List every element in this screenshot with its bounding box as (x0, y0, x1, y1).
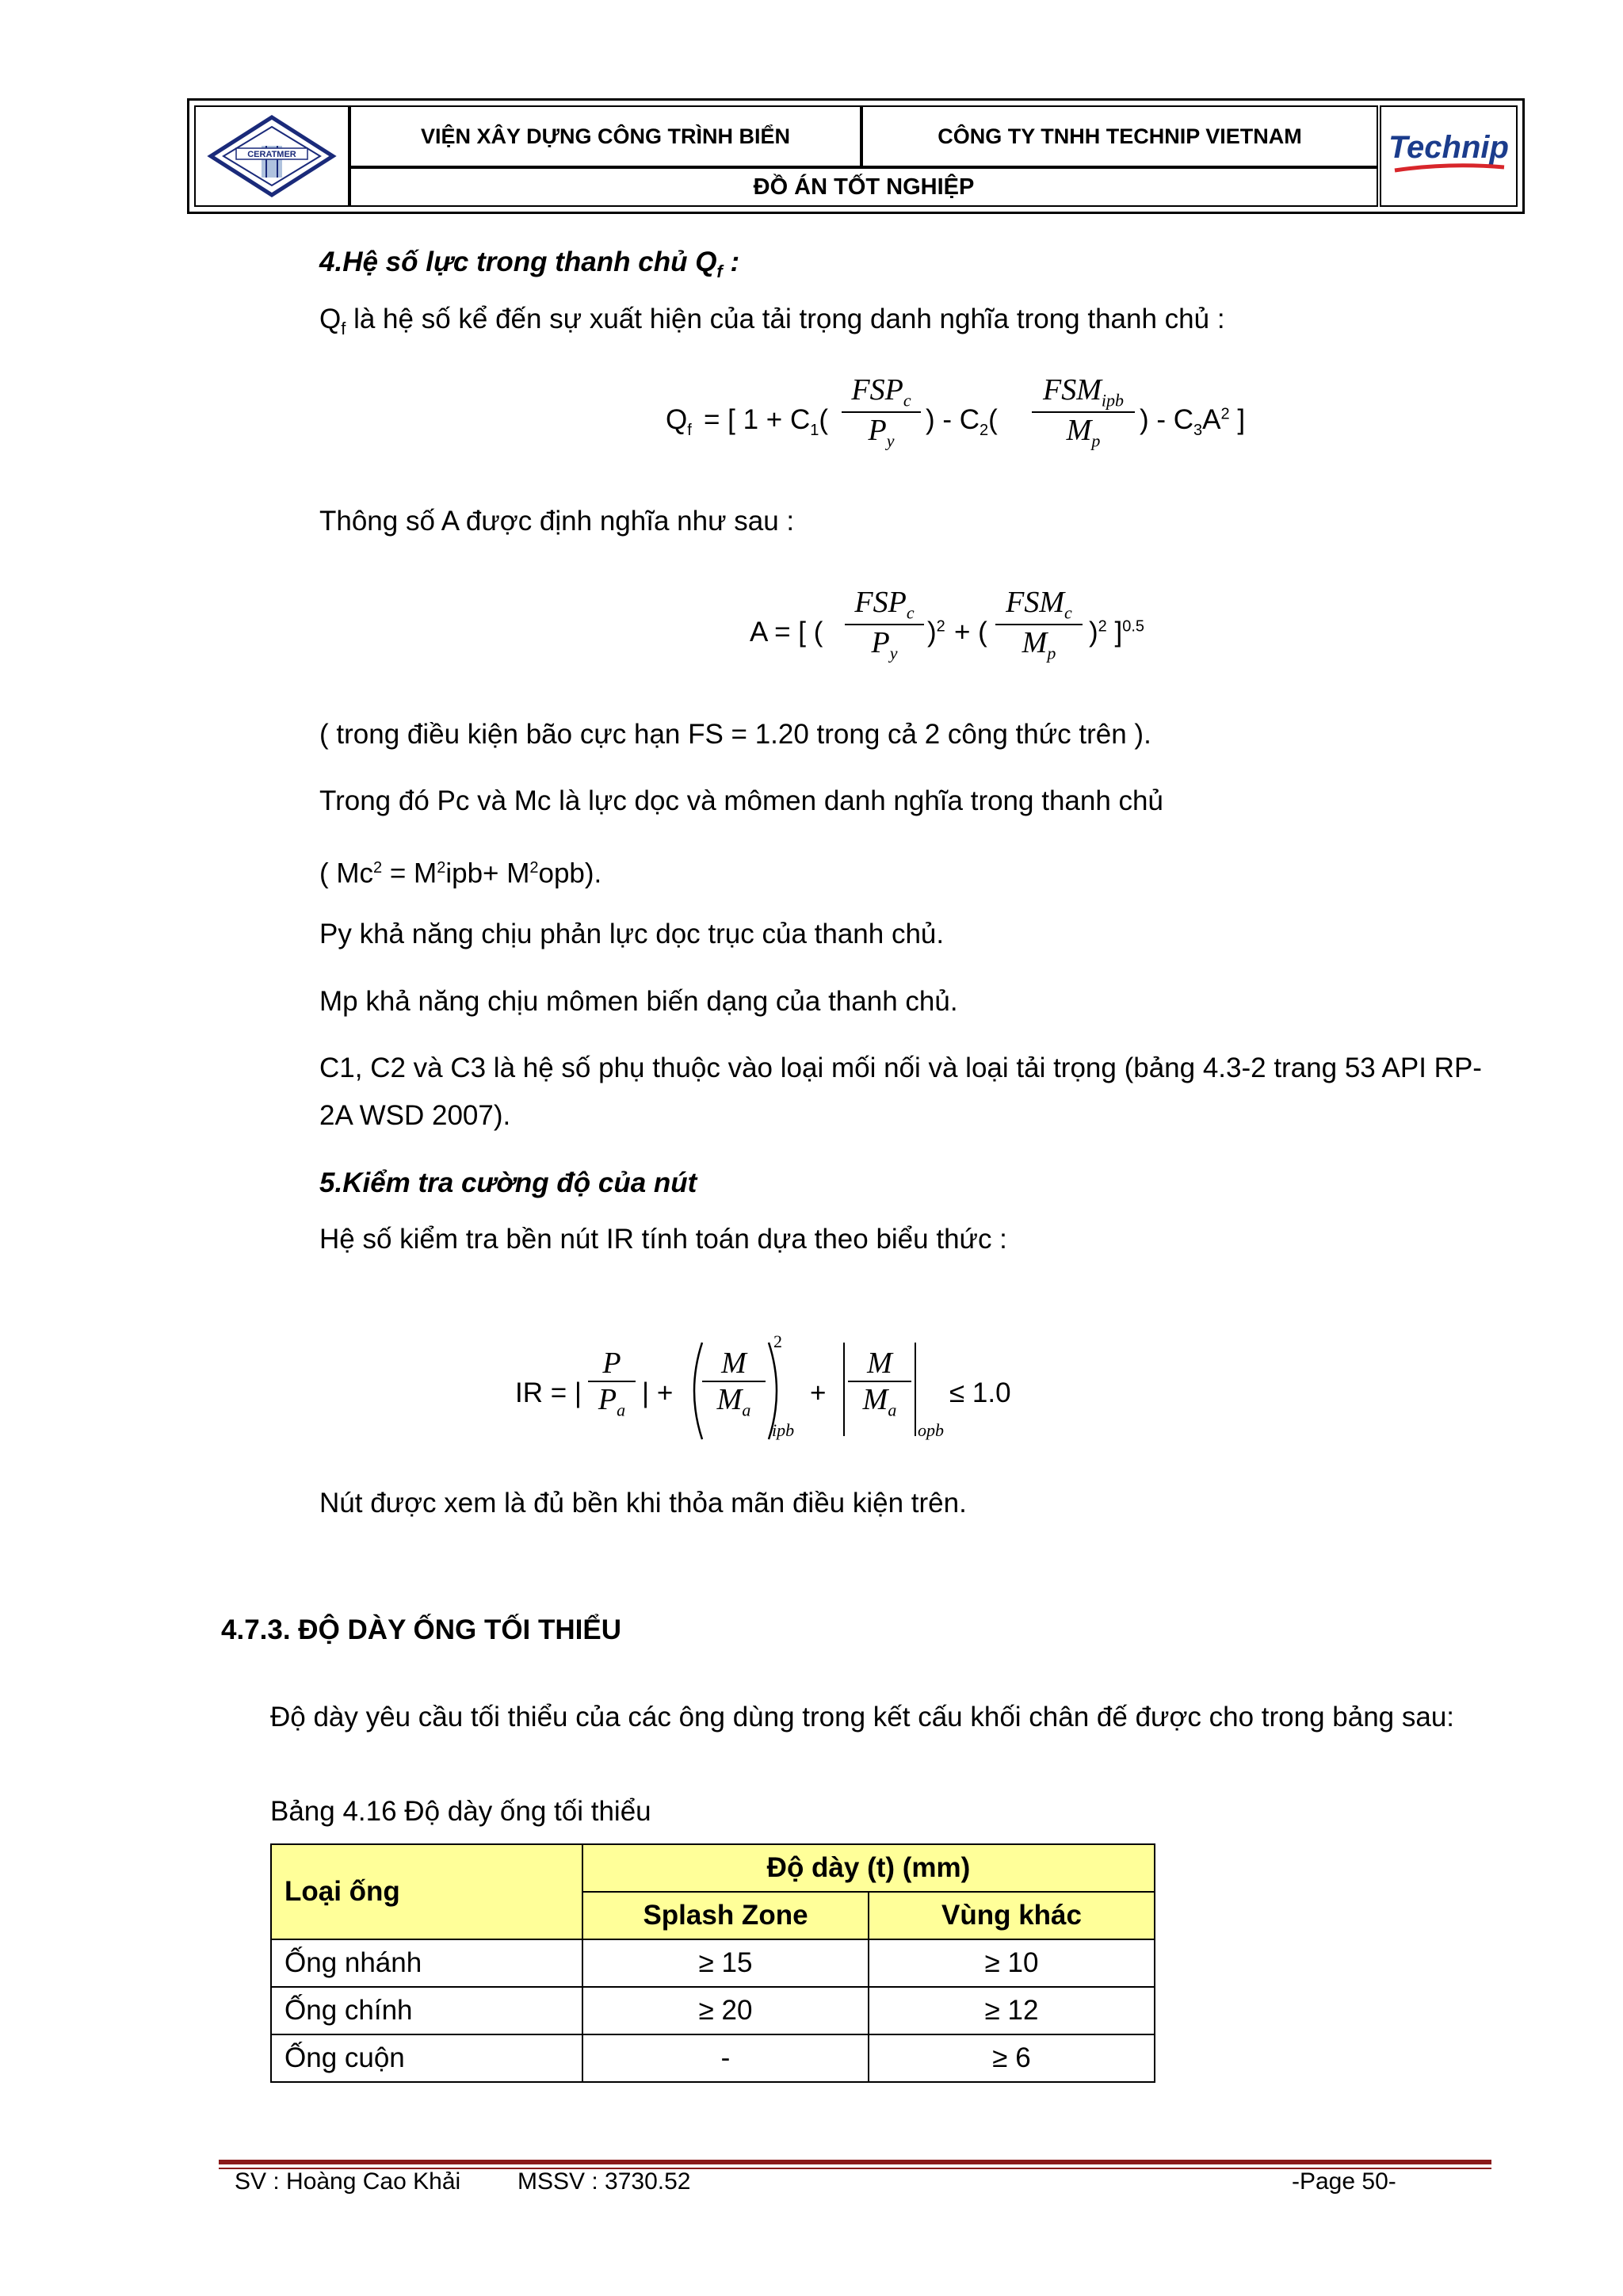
qf-fraction-2: $FSM_{ipb}$ $M_p$ (1032, 372, 1135, 451)
ir-plus: + (810, 1377, 827, 1408)
py-text: Py khả năng chịu phản lực dọc trục của thanh chủ. (319, 919, 945, 949)
table-caption: Bảng 4.16 Độ dày ống tối thiểu (270, 1796, 651, 1827)
qf-intro: $Q_f$ là hệ số kể đến sự xuất hiện của tải trọng danh nghĩa trong thanh chủ : (319, 304, 1225, 338)
ir-sup-2: 2 (773, 1331, 782, 1351)
a-plus: + ( (954, 617, 987, 648)
qf-lhs: $Q_f$ (666, 404, 692, 439)
cell-other: ≥ 12 (869, 1987, 1155, 2034)
header-other-zone: Vùng khác (869, 1892, 1155, 1939)
formula-qf (666, 372, 1252, 476)
ir-fraction-2: $\frac{M}{M_a}$ (702, 1346, 766, 1421)
institute-name: VIỆN XÂY DỰNG CÔNG TRÌNH BIỂN (349, 105, 861, 167)
min-thickness-table (270, 1843, 1155, 2083)
a-fraction-1: $FSP_c$ $P_y$ (845, 585, 924, 663)
ceratmer-logo (194, 105, 349, 207)
table-row (271, 1939, 1155, 1987)
mp-text: Mp khả năng chịu mômen biến dạng của thanh chủ. (319, 986, 958, 1017)
a-lhs: A = [ ( (750, 617, 823, 648)
a-fraction-2: $FSM_c$ $M_p$ (995, 585, 1083, 663)
ir-conclusion: Nút được xem là đủ bền khi thỏa mãn điều kiện trên. (319, 1488, 967, 1519)
a-sq1: )$^2$ (927, 617, 945, 648)
fs-note: ( trong điều kiện bão cực hạn FS = 1.20 trong cả 2 công thức trên ). (319, 719, 1151, 750)
header-thickness: Độ dày (t) (mm) (582, 1844, 1155, 1892)
section-5-heading: 5.Kiểm tra cường độ của nút (319, 1167, 697, 1198)
page-header (187, 98, 1525, 214)
header-pipe-type: Loại ống (271, 1844, 582, 1939)
footer-page: -Page 50- (1292, 2168, 1396, 2195)
qf-tail: ) - $C_3A^2$ ] (1140, 404, 1246, 439)
c123-line2: 2A WSD 2007). (319, 1100, 511, 1131)
technip-logo-icon (1385, 124, 1512, 188)
abs-bar-left (843, 1343, 845, 1436)
cell-type: Ống chính (271, 1987, 582, 2034)
ir-fraction-1: $\frac{P}{P_a}$ (588, 1346, 636, 1421)
cell-splash: ≥ 20 (582, 1987, 869, 2034)
formula-ir (515, 1331, 1117, 1458)
qf-fraction-1: $FSP_c$ $P_y$ (842, 372, 921, 451)
cell-type: Ống nhánh (271, 1939, 582, 1987)
ir-sub-ipb: ipb (772, 1420, 795, 1440)
formula-a (750, 585, 1162, 688)
ir-lhs: IR = | (515, 1377, 582, 1408)
ir-sub-opb: opb (918, 1420, 944, 1440)
table-row (271, 1987, 1155, 2034)
ir-fraction-3: $\frac{M}{M_a}$ (848, 1346, 911, 1421)
section-473-heading: 4.7.3. ĐỘ DÀY ỐNG TỐI THIỂU (221, 1614, 622, 1645)
ir-intro: Hệ số kiểm tra bền nút IR tính toán dựa theo biểu thức : (319, 1224, 1007, 1255)
footer-student: SV : Hoàng Cao Khải (235, 2168, 461, 2195)
cell-type: Ống cuộn (271, 2034, 582, 2082)
ir-abs-close: | + (642, 1377, 674, 1408)
svg-text:CERATMER: CERATMER (247, 150, 296, 159)
qf-eq: = [ $1 + C_1$( (704, 404, 829, 439)
company-name: CÔNG TY TNHH TECHNIP VIETNAM (861, 105, 1378, 167)
cell-other: ≥ 6 (869, 2034, 1155, 2082)
cell-splash: - (582, 2034, 869, 2082)
pc-mc-text: Trong đó Pc và Mc là lực dọc và mômen danh nghĩa trong thanh chủ (319, 785, 1163, 816)
cell-other: ≥ 10 (869, 1939, 1155, 1987)
footer-rule-thick (219, 2160, 1491, 2164)
header-splash-zone: Splash Zone (582, 1892, 869, 1939)
table-row (271, 2034, 1155, 2082)
c123-line1: C1, C2 và C3 là hệ số phụ thuộc vào loại mối nối và loại tải trọng (bảng 4.3-2 trang 53 API RP- (319, 1052, 1482, 1083)
qf-mid: ) - $C_2$( (926, 404, 998, 439)
abs-bar-right (915, 1343, 916, 1436)
cell-splash: ≥ 15 (582, 1939, 869, 1987)
ir-le: ≤ 1.0 (949, 1377, 1011, 1408)
a-tail: )$^2$ ]$^{0.5}$ (1089, 617, 1145, 648)
project-title: ĐỒ ÁN TỐT NGHIỆP (349, 167, 1378, 207)
svg-text:Technip: Technip (1388, 130, 1509, 165)
ceratmer-logo-icon (204, 113, 339, 200)
section-4-heading: 4.Hệ số lực trong thanh chủ $Q_f$ : (319, 246, 740, 281)
param-a-text: Thông số A được định nghĩa như sau : (319, 506, 795, 537)
footer-mssv: MSSV : 3730.52 (517, 2168, 691, 2195)
section-473-intro: Độ dày yêu cầu tối thiểu của các ông dùng trong kết cấu khối chân đế được cho trong bảng sau: (270, 1702, 1455, 1733)
mc-equation: ( $Mc^2 = M^2ipb+ M^2opb$). (319, 858, 602, 889)
technip-logo (1380, 105, 1518, 207)
